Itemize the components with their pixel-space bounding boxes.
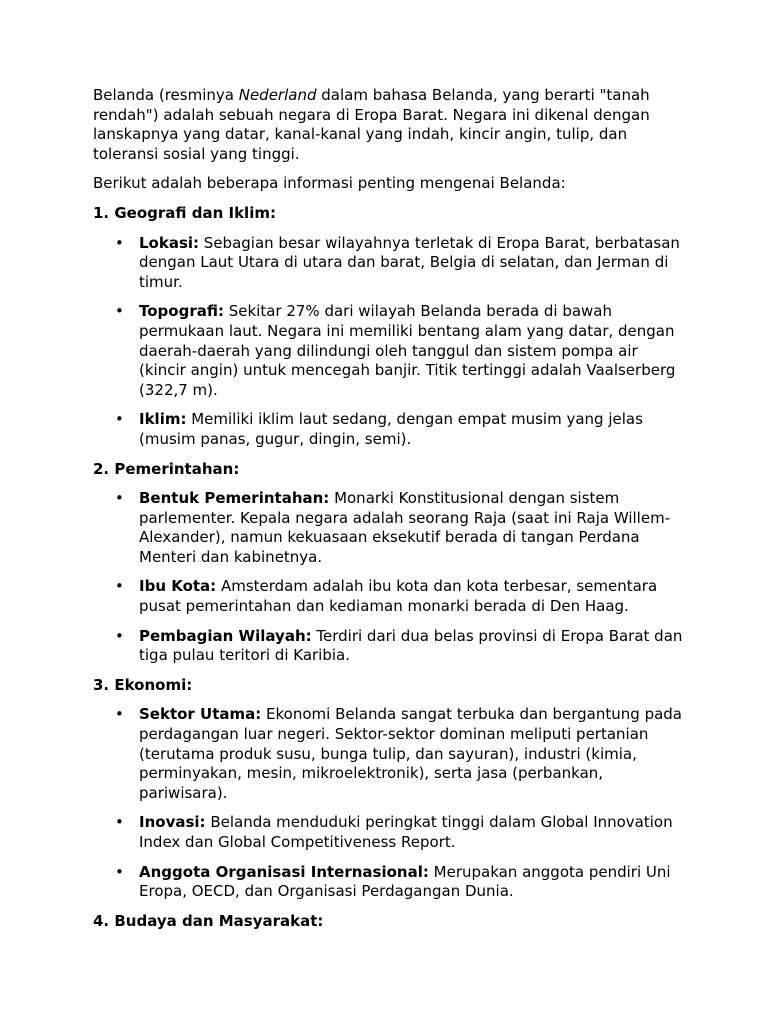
- item-term: Pembagian Wilayah:: [139, 626, 312, 645]
- bullet-icon: •: [115, 489, 124, 508]
- list-item: [115, 410, 683, 449]
- item-text: Sekitar 27% dari wilayah Belanda berada di bawah permukaan laut. Negara ini memiliki bentang alam yang datar, dengan daerah-daerah yang dilindungi oleh tanggul dan sistem pompa air (kincir angin) untuk mencegah banjir. Titik tertinggi adalah Vaalserberg (322,7 m).: [139, 302, 676, 399]
- section-heading: 3. Ekonomi:: [93, 675, 193, 694]
- bullet-list: [93, 234, 683, 450]
- bullet-icon: •: [115, 302, 124, 321]
- document-page: [93, 86, 683, 941]
- intro-text-end: dalam bahasa Belanda, yang berarti "tanah rendah") adalah sebuah negara di Eropa Barat. Negara ini dikenal dengan lanskapnya yang datar, kanal-kanal yang indah, kincir angin, tulip, dan toleransi sosial yang tinggi.: [93, 86, 650, 163]
- item-text: Belanda menduduki peringkat tinggi dalam Global Innovation Index dan Global Competitiveness Report.: [139, 813, 673, 851]
- item-term: Iklim:: [139, 410, 187, 429]
- list-item: [115, 489, 683, 567]
- item-text: Terdiri dari dua belas provinsi di Eropa Barat dan tiga pulau teritori di Karibia.: [139, 626, 683, 665]
- list-item: [115, 577, 683, 616]
- list-item: [115, 626, 683, 666]
- item-term: Bentuk Pemerintahan:: [139, 489, 330, 508]
- item-text: Memiliki iklim laut sedang, dengan empat musim yang jelas (musim panas, gugur, dingin, semi).: [139, 410, 643, 448]
- item-text: Amsterdam adalah ibu kota dan kota terbesar, sementara pusat pemerintahan dan kediaman monarki berada di Den Haag.: [139, 577, 658, 616]
- list-item: [115, 705, 683, 803]
- list-item: [115, 862, 683, 902]
- intro-lead-paragraph: Berikut adalah beberapa informasi penting mengenai Belanda:: [93, 174, 566, 193]
- section-heading: 1. Geografi dan Iklim:: [93, 203, 276, 222]
- item-text: Monarki Konstitusional dengan sistem parlementer. Kepala negara adalah seorang Raja (saat ini Raja Willem-Alexander), namun kekuasaan eksekutif berada di tangan Perdana Menteri dan kabinetnya.: [139, 489, 671, 566]
- item-term: Topografi:: [139, 302, 224, 321]
- bullet-icon: •: [115, 813, 124, 832]
- bullet-icon: •: [115, 410, 124, 429]
- list-item: [115, 302, 683, 400]
- item-term: Inovasi:: [139, 813, 206, 832]
- bullet-icon: •: [115, 233, 124, 252]
- item-text: Merupakan anggota pendiri Uni Eropa, OECD, dan Organisasi Perdagangan Dunia.: [139, 862, 671, 901]
- section-heading: 2. Pemerintahan:: [93, 459, 240, 478]
- section-pemerintahan: [93, 460, 683, 666]
- bullet-icon: •: [115, 862, 124, 881]
- bullet-icon: •: [115, 577, 124, 596]
- item-term: Ibu Kota:: [139, 577, 217, 596]
- item-text: Ekonomi Belanda sangat terbuka dan bergantung pada perdagangan luar negeri. Sektor-sektor dominan meliputi pertanian (terutama produk susu, bunga tulip, dan sayuran), industri (kimia, perminyakan, mesin, mikroelektronik), serta jasa (perbankan, pariwisara).: [139, 705, 682, 802]
- bullet-icon: •: [115, 626, 124, 645]
- item-term: Sektor Utama:: [139, 705, 262, 724]
- section-geografi: [93, 204, 683, 450]
- bullet-icon: •: [115, 705, 124, 724]
- section-budaya: [93, 912, 683, 932]
- list-item: [115, 813, 683, 852]
- item-text: Sebagian besar wilayahnya terletak di Eropa Barat, berbatasan dengan Laut Utara di utara dan barat, Belgia di selatan, dan Jerman di timur.: [139, 233, 680, 291]
- intro-paragraph: [93, 86, 683, 164]
- bullet-list: [93, 489, 683, 666]
- item-term: Anggota Organisasi Internasional:: [139, 862, 429, 881]
- intro-italic-term: Nederland: [238, 86, 317, 104]
- bullet-list: [93, 705, 683, 901]
- section-ekonomi: [93, 676, 683, 902]
- item-term: Lokasi:: [139, 233, 200, 252]
- section-heading: 4. Budaya dan Masyarakat:: [93, 911, 324, 930]
- list-item: [115, 233, 683, 293]
- intro-text-start: Belanda (resminya: [93, 86, 239, 104]
